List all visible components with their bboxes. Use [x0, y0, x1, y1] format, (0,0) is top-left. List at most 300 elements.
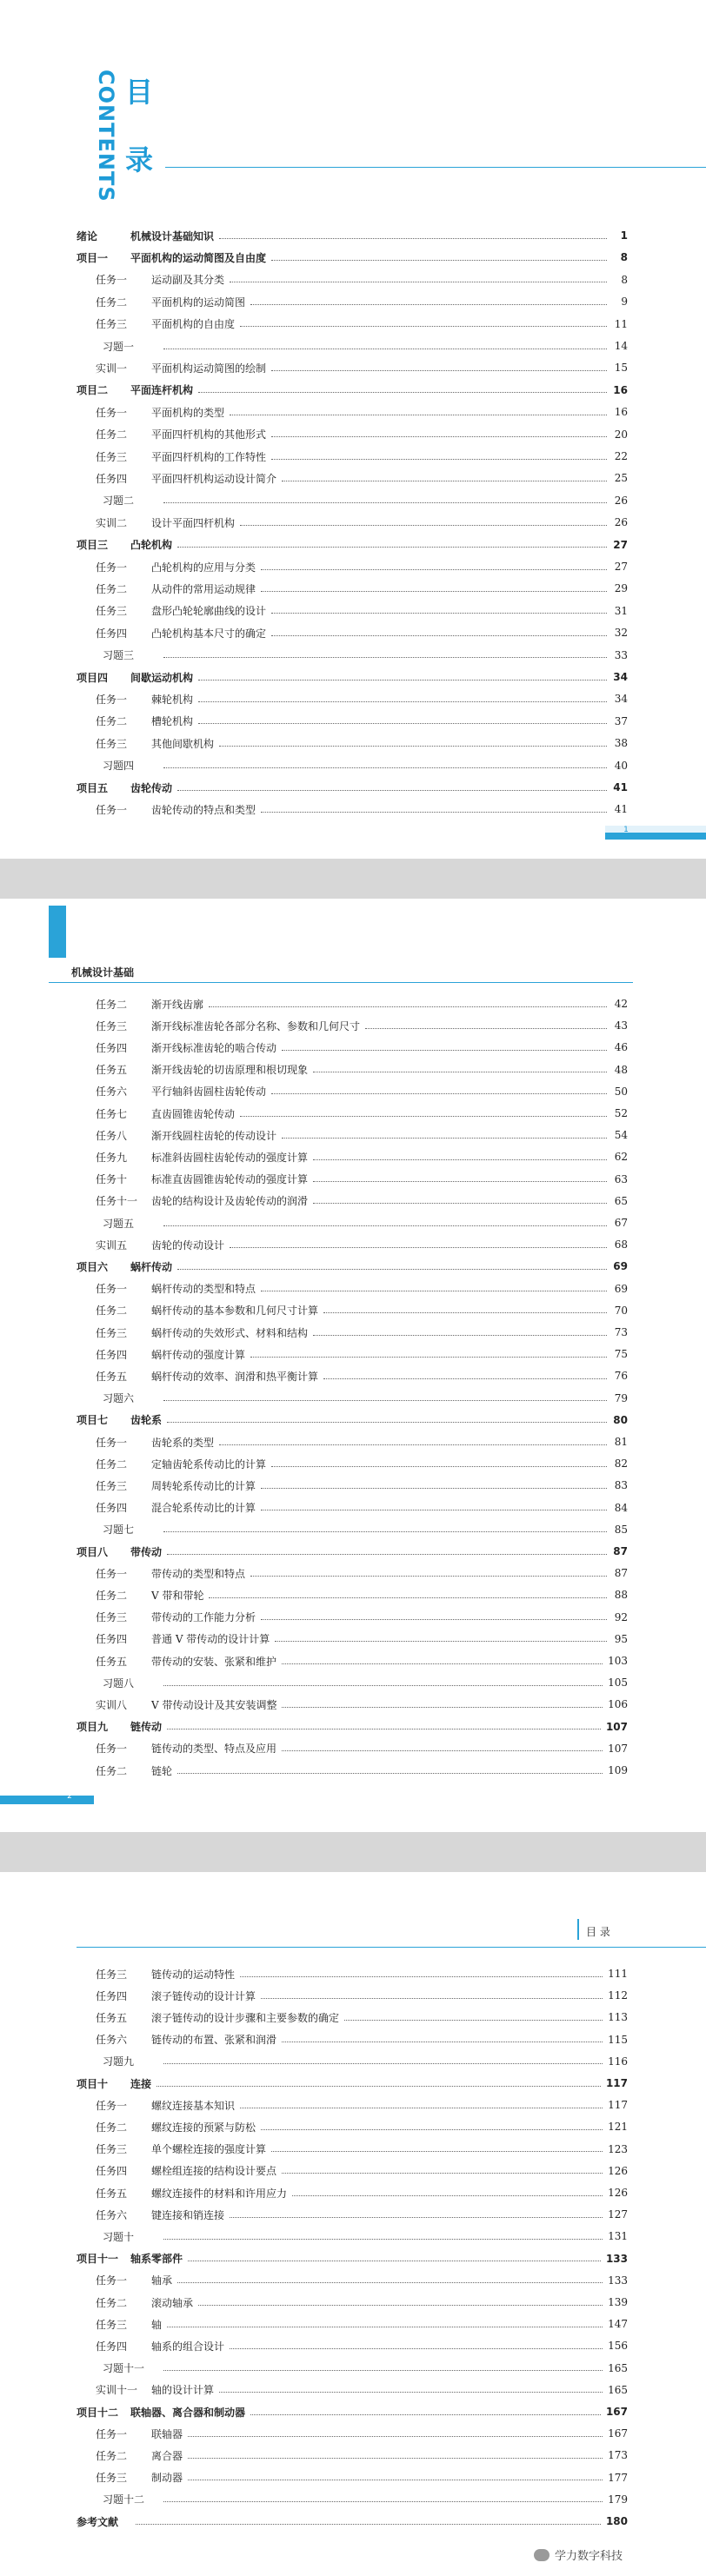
toc-entry-label: 任务二 [96, 1589, 128, 1602]
toc-entry-page: 165 [608, 2383, 628, 2396]
toc-entry-title: 凸轮机构 [130, 539, 173, 552]
header-rule [49, 982, 633, 983]
toc-entry-row [96, 2293, 628, 2312]
toc-entry-label: 习题十一 [103, 2362, 145, 2375]
watermark [534, 2546, 623, 2563]
toc-entry-label: 任务二 [96, 2121, 128, 2134]
toc-entry-row [96, 1192, 628, 1211]
toc-entry-page: 9 [621, 295, 628, 309]
toc-entry-label: 任务一 [96, 406, 128, 419]
toc-entry-title: 单个螺栓连接的强度计算 [151, 2143, 267, 2156]
toc-entry-row [96, 1104, 628, 1123]
toc-entry-label: 任务二 [96, 582, 128, 595]
toc-entry-row [96, 1366, 628, 1385]
toc-entry-page: 131 [608, 2230, 628, 2243]
toc-entry-title: 齿轮的结构设计及齿轮传动的润滑 [151, 1195, 309, 1208]
dot-leader [313, 1203, 607, 1204]
toc-entry-label: 参考文献 [77, 2515, 119, 2528]
dot-leader [292, 2195, 603, 2196]
toc-page-2 [0, 899, 706, 1832]
toc-entry-row [96, 1608, 628, 1627]
dot-leader [163, 1225, 607, 1226]
toc-entry-title: 齿轮的传动设计 [151, 1238, 225, 1251]
toc-entry-title: 联轴器、离合器和制动器 [130, 2406, 246, 2419]
dot-leader [282, 1750, 603, 1751]
toc-entry-page: 167 [608, 2427, 628, 2440]
dot-leader [271, 635, 607, 636]
toc-entry-label: 任务三 [96, 1968, 128, 1981]
toc-entry-page: 126 [608, 2187, 628, 2199]
dot-leader [188, 2458, 603, 2459]
dot-leader [313, 1335, 607, 1336]
toc-entry-row [96, 468, 628, 488]
toc-entry-label: 任务四 [96, 2340, 128, 2353]
toc-entry-page: 113 [608, 2011, 628, 2024]
toc-entry-title: 齿轮系 [130, 1414, 163, 1427]
toc-entry-page: 8 [621, 273, 628, 286]
toc-entry-row [96, 712, 628, 731]
toc-entry-label: 任务四 [96, 1502, 128, 1515]
dot-leader [198, 392, 607, 393]
dot-leader [271, 2151, 603, 2152]
toc-entry-row [96, 2117, 628, 2136]
toc-entry-label: 任务四 [96, 2165, 128, 2178]
toc-entry-label: 任务二 [96, 1305, 128, 1318]
toc-entry-page: 167 [605, 2406, 628, 2418]
running-header: 机械设计基础 [71, 966, 135, 979]
toc-entry-label: 任务四 [96, 1633, 128, 1646]
dot-leader [177, 1773, 603, 1774]
dot-leader [198, 723, 607, 724]
toc-entry-title: 平面机构的运动简图及自由度 [130, 251, 267, 264]
toc-entry-page: 92 [614, 1610, 628, 1623]
toc-entry-label: 项目三 [77, 539, 109, 552]
dot-leader [167, 1729, 601, 1730]
toc-entry-label: 实训二 [96, 516, 128, 529]
header-rule [77, 1947, 706, 1948]
toc-entry-row [96, 994, 628, 1013]
toc-entry-page: 63 [614, 1172, 628, 1185]
toc-entry-label: 任务三 [96, 737, 128, 750]
toc-entry-page: 117 [605, 2077, 628, 2089]
toc-entry-page: 41 [614, 803, 628, 816]
dot-leader [282, 1707, 603, 1708]
toc-entry-title: 蜗杆传动的类型和特点 [151, 1283, 256, 1296]
toc-entry-label: 任务一 [96, 1567, 128, 1580]
toc-entry-row [103, 491, 628, 510]
toc-entry-label: 习题九 [103, 2055, 135, 2068]
toc-entry-row [96, 2140, 628, 2159]
toc-title-lu: 录 [125, 143, 154, 176]
dot-leader [163, 2501, 603, 2502]
dot-leader [230, 1247, 607, 1248]
toc-entry-label: 任务八 [96, 1129, 128, 1142]
toc-entry-label: 任务三 [96, 2143, 128, 2156]
toc-entry-page: 177 [608, 2471, 628, 2484]
toc-entry-page: 133 [605, 2252, 628, 2265]
toc-entry-label: 任务二 [96, 295, 128, 309]
toc-entry-title: 渐开线齿轮的切齿原理和根切现象 [151, 1064, 309, 1077]
toc-entry-label: 任务一 [96, 2099, 128, 2112]
dot-leader [163, 1400, 607, 1401]
toc-entry-label: 任务一 [96, 1743, 128, 1756]
dot-leader [250, 1357, 607, 1358]
toc-entry-row [96, 2095, 628, 2115]
toc-entry-page: 62 [614, 1151, 628, 1164]
toc-entry-title: 平面连杆机构 [130, 384, 194, 397]
toc-entry-label: 任务二 [96, 2296, 128, 2309]
dot-leader [209, 1597, 607, 1598]
toc-entry-title: 平面机构的运动简图 [151, 295, 246, 309]
toc-entry-page: 27 [614, 561, 628, 573]
toc-entry-label: 任务一 [96, 2274, 128, 2287]
dot-leader [323, 1378, 607, 1379]
toc-entry-label: 习题八 [103, 1676, 135, 1690]
toc-entry-title: 蜗杆传动的基本参数和几何尺寸计算 [151, 1305, 319, 1318]
toc-entry-label: 任务一 [96, 803, 128, 816]
toc-entry-label: 项目六 [77, 1260, 109, 1273]
toc-entry-label: 任务二 [96, 2449, 128, 2462]
toc-entry-row [96, 1125, 628, 1145]
toc-entry-page: 121 [608, 2121, 628, 2134]
toc-entry-label: 任务九 [96, 1151, 128, 1164]
toc-entry-title: 链传动的布置、张紧和润滑 [151, 2034, 277, 2047]
toc-entry-page: 1 [620, 229, 628, 242]
toc-entry-page: 82 [614, 1457, 628, 1471]
toc-entry-title: 蜗杆传动的失效形式、材料和结构 [151, 1326, 309, 1339]
toc-entry-label: 项目九 [77, 1721, 109, 1734]
toc-entry-page: 103 [608, 1655, 628, 1667]
toc-entry-page: 32 [614, 627, 628, 640]
dot-leader [282, 1050, 607, 1051]
dot-leader [177, 1269, 607, 1270]
dot-leader [250, 2414, 601, 2415]
toc-title-mu: 目 [125, 76, 154, 109]
toc-entry-page: 54 [614, 1129, 628, 1142]
toc-entry-row [103, 2490, 628, 2509]
toc-entry-row [96, 579, 628, 598]
toc-entry-page: 15 [614, 362, 628, 375]
dot-leader [271, 459, 607, 460]
toc-entry-row [103, 1389, 628, 1408]
toc-entry-label: 项目一 [77, 251, 109, 264]
toc-entry-row [96, 1498, 628, 1517]
toc-entry-page: 70 [614, 1304, 628, 1317]
toc-entry-page: 112 [608, 1989, 628, 2002]
dot-leader [198, 701, 607, 702]
dot-leader [282, 1663, 603, 1664]
toc-entry-title: 运动副及其分类 [151, 274, 225, 287]
toc-entry-row [96, 2183, 628, 2202]
toc-entry-row [96, 1323, 628, 1342]
toc-entry-label: 习题五 [103, 1217, 135, 1230]
toc-entry-page: 34 [613, 671, 628, 683]
toc-entry-label: 任务三 [96, 450, 128, 463]
toc-entry-title: 轴系零部件 [130, 2253, 183, 2266]
toc-entry-row [103, 2359, 628, 2378]
toc-entry-page: 40 [614, 759, 628, 772]
toc-entry-title: 标准斜齿圆柱齿轮传动的强度计算 [151, 1151, 309, 1164]
toc-entry-label: 任务二 [96, 1764, 128, 1777]
toc-entry-row [96, 1147, 628, 1166]
dot-leader [209, 1006, 607, 1007]
toc-entry-page: 156 [608, 2340, 628, 2353]
toc-entry-page: 139 [608, 2296, 628, 2308]
header-rule [165, 167, 706, 168]
toc-entry-title: 带传动的工作能力分析 [151, 1611, 256, 1624]
toc-entry-page: 126 [608, 2164, 628, 2177]
toc-section-row [77, 1257, 628, 1276]
dot-leader [177, 547, 607, 548]
toc-entry-label: 项目十 [77, 2077, 109, 2090]
toc-entry-title: 滚动轴承 [151, 2296, 194, 2309]
toc-entry-title: 齿轮系的类型 [151, 1436, 215, 1449]
toc-entry-row [103, 1213, 628, 1232]
dot-leader [240, 525, 607, 526]
toc-entry-title: 带传动的类型和特点 [151, 1567, 246, 1580]
toc-entry-title: 键连接和销连接 [151, 2208, 225, 2221]
toc-entry-label: 任务三 [96, 318, 128, 331]
dot-leader [313, 1181, 607, 1182]
toc-entry-title: V 带和带轮 [151, 1589, 204, 1602]
toc-entry-page: 88 [614, 1589, 628, 1602]
toc-entry-title: 带传动的安装、张紧和维护 [151, 1655, 277, 1668]
toc-entry-label: 任务一 [96, 274, 128, 287]
toc-page-1 [0, 0, 706, 859]
dot-leader [177, 2282, 603, 2283]
toc-entry-page: 65 [614, 1194, 628, 1207]
toc-entry-row [96, 1454, 628, 1473]
toc-entry-page: 38 [614, 737, 628, 750]
toc-entry-page: 127 [608, 2208, 628, 2221]
toc-entry-row [96, 623, 628, 642]
toc-entry-page: 85 [614, 1523, 628, 1536]
toc-entry-row [96, 315, 628, 334]
dot-leader [261, 569, 607, 570]
dot-leader [271, 260, 607, 261]
toc-entry-label: 任务六 [96, 2034, 128, 2047]
toc-entry-page: 76 [614, 1370, 628, 1383]
toc-entry-label: 实训五 [96, 1238, 128, 1251]
toc-section-row [77, 248, 628, 267]
dot-leader [261, 1619, 607, 1620]
toc-entry-title: 其他间歇机构 [151, 737, 215, 750]
toc-entry-page: 95 [614, 1632, 628, 1645]
toc-entry-title: 渐开线齿廓 [151, 998, 204, 1011]
dot-leader [219, 238, 607, 239]
toc-entry-page: 179 [608, 2493, 628, 2506]
dot-leader [163, 502, 607, 503]
toc-entry-page: 42 [614, 998, 628, 1010]
header-tab [49, 906, 66, 958]
dot-leader [261, 591, 607, 592]
toc-entry-title: 混合轮系传动比的计算 [151, 1502, 256, 1515]
dot-leader [163, 2063, 603, 2064]
header-accent [577, 1919, 579, 1940]
page-number: 2 [67, 1792, 72, 1801]
dot-leader [271, 370, 607, 371]
dot-leader [188, 2436, 603, 2437]
toc-entry-page: 26 [614, 516, 628, 529]
toc-entry-label: 任务二 [96, 998, 128, 1011]
toc-entry-title: 平面机构的类型 [151, 406, 225, 419]
dot-leader [240, 326, 607, 327]
toc-entry-page: 11 [614, 317, 628, 330]
watermark-text: 学力数字科技 [555, 2550, 623, 2563]
toc-entry-label: 绪论 [77, 229, 98, 242]
toc-entry-label: 项目七 [77, 1414, 109, 1427]
toc-entry-row [96, 2161, 628, 2181]
page-number: 1 [623, 826, 629, 834]
toc-entry-label: 习题一 [103, 340, 135, 353]
toc-entry-label: 任务六 [96, 2208, 128, 2221]
dot-leader [219, 746, 607, 747]
toc-entry-title: 凸轮机构基本尺寸的确定 [151, 627, 267, 640]
dot-leader [163, 767, 607, 768]
toc-entry-title: 平面四杆机构的工作特性 [151, 450, 267, 463]
toc-entry-page: 165 [608, 2361, 628, 2374]
toc-entry-label: 任务三 [96, 2318, 128, 2331]
toc-entry-label: 任务三 [96, 1479, 128, 1492]
toc-entry-page: 25 [614, 472, 628, 485]
toc-entry-label: 任务二 [96, 428, 128, 442]
dot-leader [240, 1976, 603, 1977]
toc-entry-row [96, 2446, 628, 2465]
toc-entry-row [96, 800, 628, 819]
toc-entry-title: 平面四杆机构的其他形式 [151, 428, 267, 442]
toc-entry-page: 107 [608, 1742, 628, 1755]
toc-entry-page: 68 [614, 1238, 628, 1251]
dot-leader [163, 1531, 607, 1532]
toc-entry-row [103, 336, 628, 355]
toc-entry-label: 任务四 [96, 1348, 128, 1361]
toc-entry-page: 69 [613, 1260, 628, 1273]
toc-entry-title: 从动件的常用运动规律 [151, 582, 256, 595]
toc-entry-label: 习题十 [103, 2230, 135, 2243]
toc-entry-label: 实训一 [96, 362, 128, 375]
toc-entry-title: 螺纹连接的预紧与防松 [151, 2121, 256, 2134]
toc-entry-label: 任务十一 [96, 1195, 138, 1208]
toc-entry-row [96, 1695, 628, 1714]
toc-entry-page: 67 [614, 1217, 628, 1229]
toc-entry-page: 16 [613, 383, 628, 396]
toc-entry-label: 实训十一 [96, 2384, 138, 2397]
toc-entry-page: 43 [614, 1019, 628, 1032]
toc-entry-page: 22 [614, 450, 628, 462]
toc-entry-page: 123 [608, 2142, 628, 2155]
toc-entry-label: 实训八 [96, 1698, 128, 1711]
toc-entry-page: 79 [614, 1391, 628, 1404]
toc-entry-title: 蜗杆传动的效率、润滑和热平衡计算 [151, 1370, 319, 1383]
toc-entry-title: 齿轮传动的特点和类型 [151, 803, 256, 816]
dot-leader [136, 2524, 601, 2525]
dot-leader [261, 1488, 607, 1489]
toc-entry-row [103, 2052, 628, 2071]
dot-leader [163, 1685, 603, 1686]
toc-entry-title: 螺纹连接基本知识 [151, 2099, 236, 2112]
folio-tab [0, 1796, 94, 1804]
dot-leader [163, 2239, 603, 2240]
toc-entry-page: 115 [608, 2033, 628, 2046]
toc-entry-label: 任务四 [96, 1989, 128, 2002]
toc-section-row [77, 226, 628, 245]
toc-section-row [77, 2402, 628, 2421]
toc-entry-label: 任务三 [96, 605, 128, 618]
toc-entry-label: 项目十一 [77, 2253, 119, 2266]
toc-entry-row [103, 1520, 628, 1539]
toc-entry-title: 轴 [151, 2318, 163, 2331]
toc-entry-title: 轴承 [151, 2274, 173, 2287]
toc-entry-label: 任务一 [96, 2427, 128, 2440]
toc-entry-title: 带传动 [130, 1545, 163, 1558]
toc-entry-page: 29 [614, 582, 628, 595]
toc-entry-page: 37 [614, 714, 628, 727]
toc-entry-page: 50 [614, 1085, 628, 1098]
dot-leader [177, 790, 607, 791]
dot-leader [219, 2392, 603, 2393]
dot-leader [198, 680, 607, 681]
toc-entry-label: 任务三 [96, 2472, 128, 2485]
toc-entry-page: 34 [614, 693, 628, 706]
toc-entry-title: 螺栓组连接的结构设计要点 [151, 2165, 277, 2178]
toc-entry-row [96, 2314, 628, 2334]
toc-entry-label: 任务一 [96, 693, 128, 706]
toc-entry-row [96, 402, 628, 422]
toc-entry-page: 48 [614, 1063, 628, 1076]
toc-entry-row [96, 734, 628, 753]
dot-leader [282, 1138, 607, 1139]
toc-entry-page: 180 [605, 2515, 628, 2527]
toc-entry-page: 69 [614, 1282, 628, 1295]
toc-entry-title: 渐开线标准齿轮各部分名称、参数和几何尺寸 [151, 1019, 361, 1032]
dot-leader [240, 1116, 607, 1117]
toc-entry-page: 27 [613, 538, 628, 551]
toc-entry-title: 渐开线标准齿轮的啮合传动 [151, 1041, 277, 1054]
toc-entry-row [96, 601, 628, 621]
toc-entry-label: 项目八 [77, 1545, 109, 1558]
toc-entry-page: 106 [608, 1698, 628, 1711]
toc-entry-row [96, 292, 628, 311]
toc-section-row [77, 2512, 628, 2531]
toc-entry-label: 习题三 [103, 649, 135, 662]
toc-entry-title: 标准直齿圆锥齿轮传动的强度计算 [151, 1173, 309, 1186]
toc-entry-page: 107 [605, 1720, 628, 1733]
toc-entry-page: 26 [614, 494, 628, 507]
dot-leader [219, 1444, 607, 1445]
toc-entry-title: 平面机构的自由度 [151, 318, 236, 331]
toc-entry-title: 蜗杆传动 [130, 1260, 173, 1273]
dot-leader [282, 2173, 603, 2174]
toc-entry-page: 117 [608, 2099, 628, 2112]
toc-entry-row [103, 756, 628, 775]
toc-entry-title: 平行轴斜齿圆柱齿轮传动 [151, 1086, 267, 1099]
toc-entry-row [96, 1476, 628, 1495]
toc-entry-title: 渐开线圆柱齿轮的传动设计 [151, 1129, 277, 1142]
dot-leader [261, 1998, 603, 1999]
toc-entry-page: 16 [614, 406, 628, 419]
toc-entry-page: 84 [614, 1501, 628, 1514]
toc-entry-row [96, 358, 628, 377]
toc-entry-title: 链传动 [130, 1721, 163, 1734]
toc-page-3 [0, 1872, 706, 2576]
dot-leader [157, 2086, 601, 2087]
toc-entry-title: 盘形凸轮轮廓曲线的设计 [151, 605, 267, 618]
toc-entry-title: 槽轮机构 [151, 715, 194, 728]
dot-leader [230, 2217, 603, 2218]
toc-entry-label: 任务三 [96, 1611, 128, 1624]
toc-entry-row [96, 447, 628, 466]
toc-entry-row [96, 513, 628, 532]
